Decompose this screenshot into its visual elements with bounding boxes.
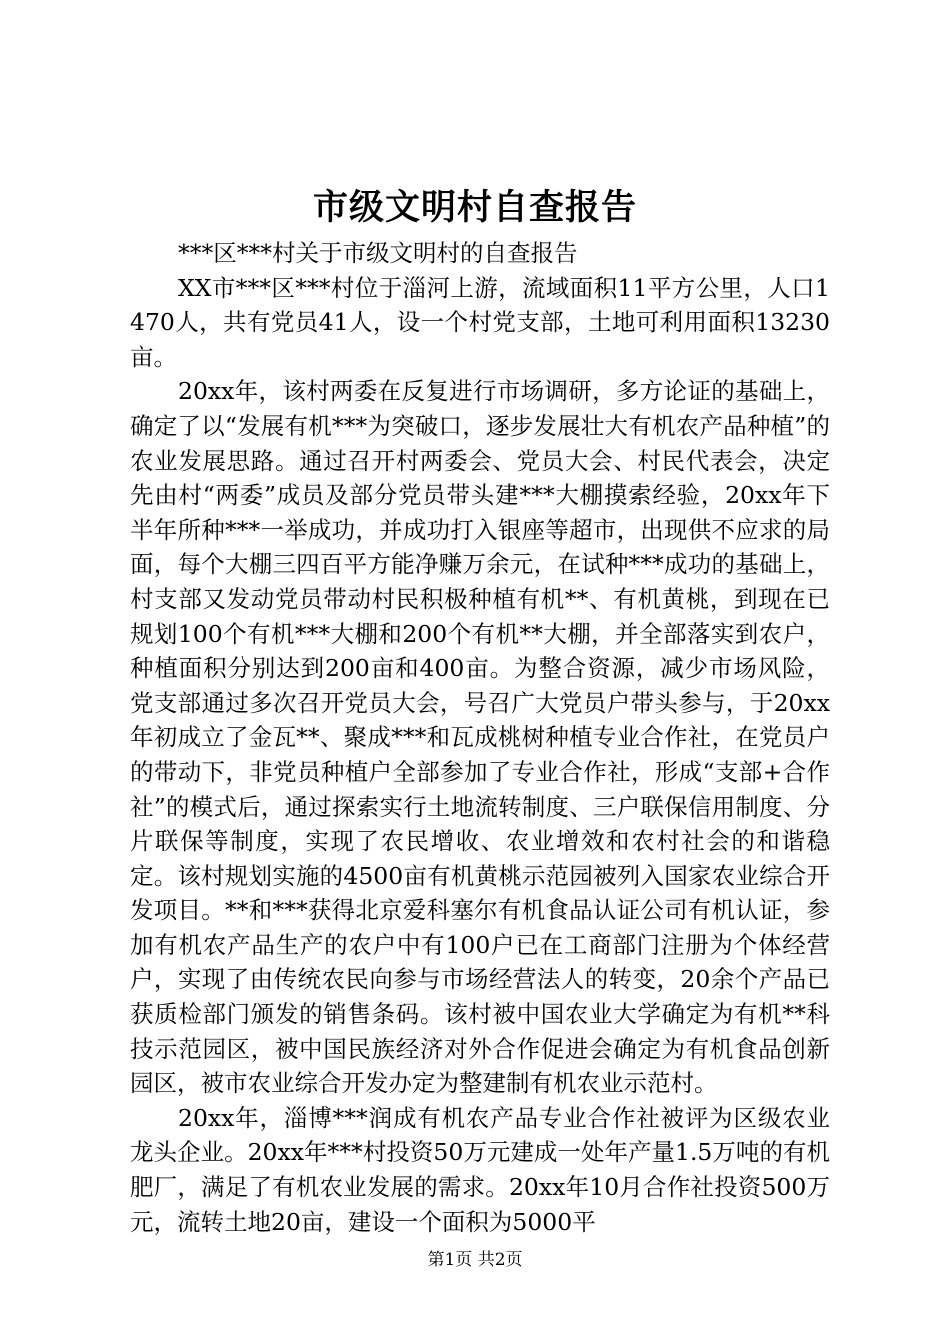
- document-title: 市级文明村自查报告: [312, 187, 637, 228]
- paragraph-village-overview: XX市***区***村位于淄河上游，流域面积11平方公里，人口1470人，共有党员41人，设一个村党支部，土地可利用面积13230亩。: [130, 273, 830, 371]
- paragraph-enterprise: 20xx年，淄博***润成有机农产品专业合作社被评为区级农业龙头企业。20xx年***村投资50万元建成一处年产量1.5万吨的有机肥厂，满足了有机农业发展的需求。20xx年10月合作社投资500万元，流转土地20亩，建设一个面积为5000平: [130, 1103, 830, 1236]
- paragraph-subtitle: ***区***村关于市级文明村的自查报告: [178, 239, 578, 267]
- page-number-footer: 第1页 共2页: [427, 1250, 523, 1270]
- paragraph-development: 20xx年，该村两委在反复进行市场调研，多方论证的基础上，确定了以“发展有机***为突破口，逐步发展壮大有机农产品种植”的农业发展思路。通过召开村两委会、党员大会、村民代表会，决定先由村“两委”成员及部分党员带头建***大棚摸索经验，20xx年下半年所种***一举成功，并成功打入银座等超市，出现供不应求的局面，每个大棚三四百平方能净赚万余元，在试种***成功的基础上，村支部又发动党员带动村民积极种植有机**、有机黄桃，到现在已规划100个有机***大棚和200个有机**大棚，并全部落实到农户，种植面积分别达到200亩和400亩。为整合资源，减少市场风险，党支部通过多次召开党员大会，号召广大党员户带头参与，于20xx年初成立了金瓦**、聚成***和瓦成桃树种植专业合作社，在党员户的带动下，非党员种植户全部参加了专业合作社，形成“支部+合作社”的模式后，通过探索实行土地流转制度、三户联保信用制度、分片联保等制度，实现了农民增收、农业增效和农村社会的和谐稳定。该村规划实施的4500亩有机黄桃示范园被列入国家农业综合开发项目。**和***获得北京爱科塞尔有机食品认证公司有机认证，参加有机农产品生产的农户中有100户已在工商部门注册为个体经营户，实现了由传统农民向参与市场经营法人的转变，20余个产品已获质检部门颁发的销售条码。该村被中国农业大学确定为有机**科技示范园区，被中国民族经济对外合作促进会确定为有机食品创新园区，被市农业综合开发办定为整建制有机农业示范村。: [130, 377, 830, 1098]
- document-body: [130, 236, 830, 1239]
